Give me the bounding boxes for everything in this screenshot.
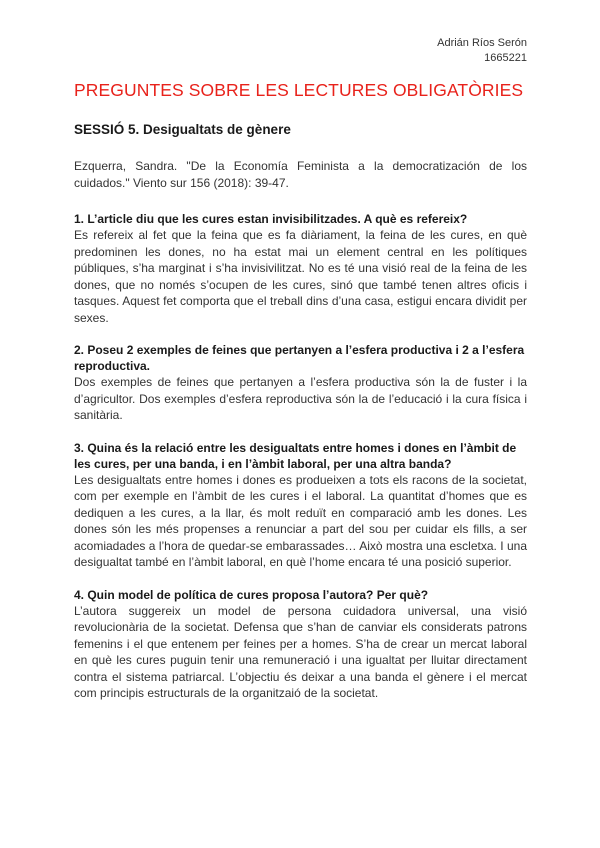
question-block: [74, 587, 527, 702]
reading-citation: Ezquerra, Sandra. "De la Economía Feminista a la democratización de los cuidados." Viento sur 156 (2018): 39-47.: [74, 159, 527, 190]
question-block: [74, 440, 527, 571]
session-title: SESSIÓ 5. Desigualtats de gènere: [74, 122, 291, 137]
question-text: 1. L’article diu que les cures estan invisibilitzades. A què es refereix?: [74, 212, 468, 226]
question-text: 3. Quina és la relació entre les desigualtats entre homes i dones en l’àmbit de les cures, per una banda, i en l’àmbit laboral, per una altra banda?: [74, 440, 517, 471]
question-block: [74, 342, 527, 424]
answer-text: Dos exemples de feines que pertanyen a l’esfera productiva són la de fuster i la d’agricultor. Dos exemples d’esfera reproductiva són la de l’educació i la cura física i sanitària.: [74, 375, 527, 422]
document-body: [74, 158, 527, 718]
question-block: [74, 211, 527, 326]
answer-text: L’autora suggereix un model de persona cuidadora universal, una visió revolucionària de la societat. Defensa que s’han de canviar els considerats patrons femenins i el que entenem per feines per a homes. S’ha de crear un mercat laboral en què les cures puguin tenir una remuneració i una igualtat per lluitar directament contra el sistema patriarcal. L’objectiu és deixar a una banda el gènere i el mercat com principis estructurals de la organitzaió de la societat.: [74, 603, 527, 700]
document-title: PREGUNTES SOBRE LES LECTURES OBLIGATÒRIES: [74, 80, 524, 100]
author-name: Adrián Ríos Serón: [437, 37, 527, 49]
question-text: 2. Poseu 2 exemples de feines que pertanyen a l’esfera productiva i 2 a l’esfera reproductiva.: [74, 343, 525, 373]
answer-text: Es refereix al fet que la feina que es fa diàriament, la feina de les cures, en què predominen les dones, no ha estat mai un element central en les polítiques públiques, s’ha marginat i s’ha invisivilitzat. No es té una visió real de la feina de les dones, que no només s’ocupen de les cures, sinó que també tenen altres oficis i tasques. Aquest fet comporta que el treball dins d’una casa, estigui encara dividit per sexes.: [74, 228, 527, 325]
student-id: 1665221: [484, 52, 527, 64]
page-header: [437, 36, 527, 66]
question-text: 4. Quin model de política de cures proposa l’autora? Per què?: [74, 587, 429, 602]
answer-text: Les desigualtats entre homes i dones es produeixen a tots els racons de la societat, com per exemple en l’àmbit de les cures i el laboral. La quantitat d’homes que es dediquen a les cures, a la llar, és molt reduït en comparació amb les dones. Les dones són les més propenses a renunciar a part del sou per cuidar els fills, a ser acomiadades a l’hora de quedar-se embarassades… Això mostra una escletxa. I una desigualtat també en l’àmbit laboral, en què l’home encara té una posició superior.: [74, 472, 527, 569]
